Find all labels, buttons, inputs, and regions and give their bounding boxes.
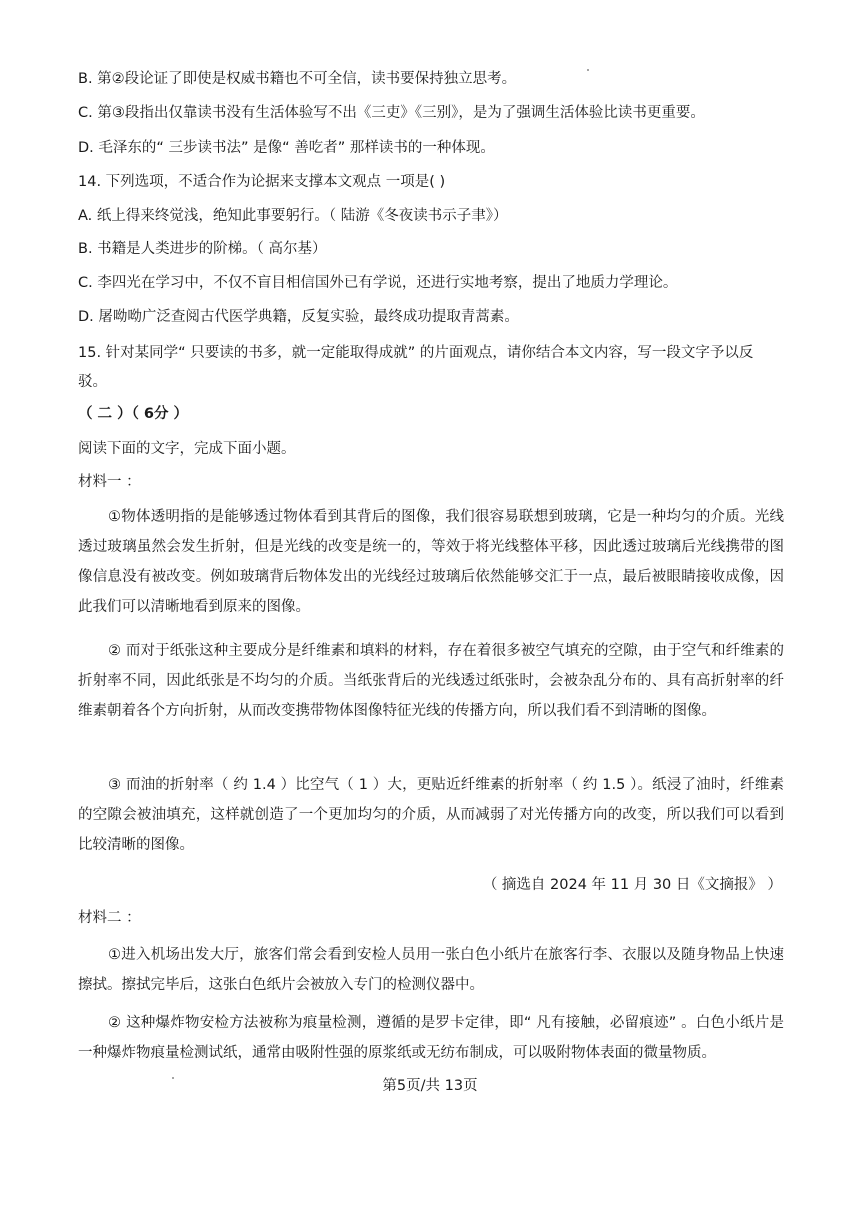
material1-source: （ 摘选自 2024 年 11 月 30 日《文摘报》 ） — [482, 877, 782, 893]
scan-speck — [587, 69, 589, 71]
q14-option-b: B. 书籍是人类进步的阶梯。（ 高尔基） — [78, 241, 327, 257]
material2-label: 材料二 ： — [78, 910, 141, 926]
q14-option-a: A. 纸上得来终觉浅，绝知此事要躬行。（ 陆游《冬夜读书示子聿》） — [78, 208, 508, 224]
q14-option-d: D. 屠呦呦广泛查阅古代医学典籍，反复实验，最终成功提取青蒿素。 — [78, 309, 519, 325]
material1-paragraph-2: ② 而对于纸张这种主要成分是纤维素和填料的材料，存在着很多被空气填充的空隙，由于空气和纤维素的折射率不同，因此纸张是不均匀的介质。当纸张背后的光线透过纸张时，会被杂乱分布的、具有高折射率的纤维素朝着各个方向折射，从而改变携带物体图像特征光线的传播方向，所以我们看不到清晰的图像。 — [78, 643, 784, 719]
material1-paragraph-1: ①物体透明指的是能够透过物体看到其背后的图像，我们很容易联想到玻璃，它是一种均匀的介质。光线透过玻璃虽然会发生折射，但是光线的改变是统一的，等效于将光线整体平移，因此透过玻璃后光线携带的图像信息没有被改变。例如玻璃背后物体发出的光线经过玻璃后依然能够交汇于一点，最后被眼睛接收成像，因此我们可以清晰地看到原来的图像。 — [78, 509, 784, 615]
material1-paragraph-3: ③ 而油的折射率（ 约 1.4 ）比空气（ 1 ）大，更贴近纤维素的折射率（ 约 1.5 ）。纸浸了油时，纤维素的空隙会被油填充，这样就创造了一个更加均匀的介质，从而减弱了对光传播方向的改变，所以我们可以看到比较清晰的图像。 — [78, 777, 784, 853]
q13-option-d: D. 毛泽东的“ 三步读书法” 是像“ 善吃者” 那样读书的一种体现。 — [78, 140, 495, 156]
q13-option-c: C. 第③段指出仅靠读书没有生活体验写不出《三吏》《三别》，是为了强调生活体验比读书更重要。 — [78, 105, 705, 121]
q15-line1: 15. 针对某同学“ 只要读的书多，就一定能取得成就” 的片面观点，请你结合本文内容，写一段文字予以反 — [78, 345, 754, 361]
material2-paragraph-2: ② 这种爆炸物安检方法被称为痕量检测，遵循的是罗卡定律，即“ 凡有接触，必留痕迹” 。白色小纸片是一种爆炸物痕量检测试纸，通常由吸附性强的原浆纸或无纺布制成，可以吸附物体表面的微量物质。 — [78, 1015, 784, 1061]
q13-option-b: B. 第②段论证了即使是权威书籍也不可全信，读书要保持独立思考。 — [78, 71, 517, 87]
material1-label: 材料一 ： — [78, 474, 141, 490]
reading-instruction: 阅读下面的文字，完成下面小题。 — [78, 441, 296, 457]
material2-paragraph-1: ①进入机场出发大厅，旅客们常会看到安检人员用一张白色小纸片在旅客行李、衣服以及随身物品上快速擦拭。擦拭完毕后，这张白色纸片会被放入专门的检测仪器中。 — [78, 947, 784, 993]
q14-option-c: C. 李四光在学习中，不仅不盲目相信国外已有学说，还进行实地考察，提出了地质力学理论。 — [78, 275, 678, 291]
page-number-footer: 第5页/共 13页 — [382, 1078, 478, 1094]
section-heading: （ 二 ）（ 6分 ） — [78, 406, 189, 422]
q15-line2: 驳。 — [78, 374, 107, 390]
q14-stem: 14. 下列选项，不适合作为论据来支撑本文观点 一项是( ) — [78, 174, 446, 190]
